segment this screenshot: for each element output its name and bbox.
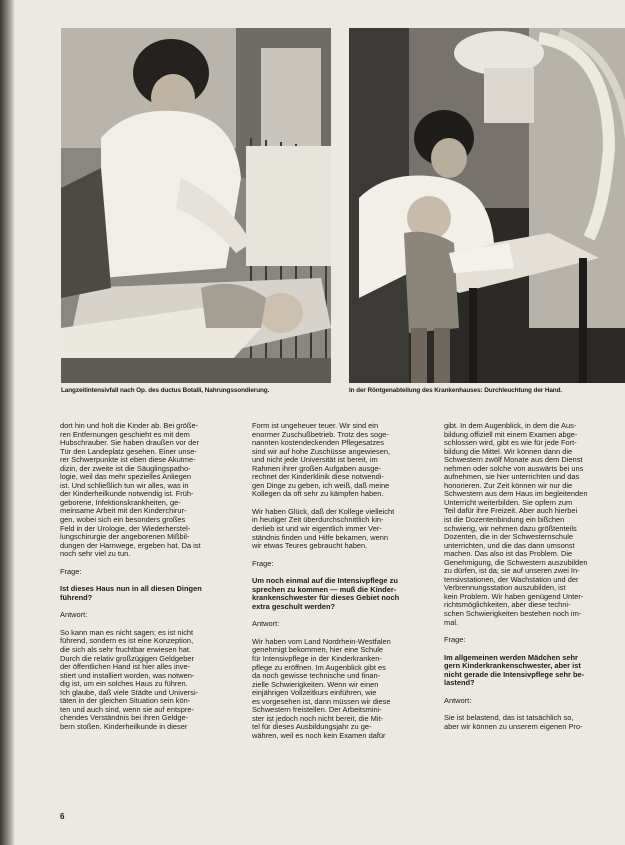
text-line: in heutiger Zeit überdurchschnittlich kin- [252,515,384,525]
text-line: da noch gewisse technische und finan- [252,671,381,681]
text-line: honorieren. Zur Zeit können wir nur die [444,480,573,490]
text-line: dungen der Harnwege, ergeben hat. Da ist [60,540,201,550]
text-line: führend? [60,592,93,602]
question-label: Frage: [252,558,274,568]
answer-label: Antwort: [444,695,472,705]
text-line: es vorgesehen ist, dann müssen wir diese [252,696,391,706]
text-line: Hubschrauber. Sie haben draußen vor der [60,438,199,448]
body-paragraph [60,422,244,559]
text-line: extra geschult werden? [252,601,336,611]
text-line: Feld in der Urologie, der Wiederherstel- [60,523,191,533]
page-number: 6 [60,812,65,821]
binding-shadow [0,0,14,845]
text-column-1 [60,422,244,732]
magazine-page [14,0,625,845]
text-line: pflege zu eröffnen. Im Augenblick gibt es [252,662,386,672]
text-line: täten in der gleichen Situation sein kön- [60,696,191,706]
text-line: mal. [444,617,459,627]
text-line: wir etwas Teures gebraucht haben. [252,541,368,551]
text-line: Im allgemeinen werden Mädchen sehr [444,652,578,662]
text-line: tel für dieses Ausbildungsjahr zu ge- [252,722,372,732]
body-paragraph [444,422,625,627]
body-paragraph [252,422,438,499]
text-line: Verbrennungsstation auszubilden, ist [444,583,566,593]
text-line: gen, wobei sich ein besonders großes [60,515,186,525]
answer-label: Antwort: [60,610,88,620]
text-line: kein Problem. Wir haben genügend Unter- [444,591,584,601]
question-label: Frage: [60,566,82,576]
text-line: dort hin und holt die Kinder ab. Bei größe- [60,421,199,430]
text-line: bern stoßen. Kinderheilkunde in dieser [60,721,188,731]
text-line: gen Dinge zu geben, ich weiß, daß meine [252,480,390,490]
text-line: ist die Dozentenbindung ein bißchen [444,515,565,525]
text-line: noch sehr viel zu tun. [60,549,131,559]
text-line: Um noch einmal auf die Intensivpflege zu [252,576,398,586]
text-line: gibt. In dem Augenblick, in dem die Aus- [444,421,577,430]
text-line: geborene, Infektionskrankheiten, ge- [60,497,181,507]
question-label: Frage: [444,635,466,645]
text-line: ren Entfernungen geschieht es mit dem [60,429,190,439]
text-line: ten und auch sind, wenn sie auf entspre- [60,704,194,714]
text-line: führend, sondern es ist eine Konzeption, [60,636,194,646]
body-paragraph [252,508,438,551]
text-line: und nicht jede Universität ist bereit, im [252,455,378,465]
text-line: richtsmöglichkeiten, aber diese techni- [444,600,571,610]
text-line: dizin, der zweite ist die Säuglingspatho- [60,463,191,473]
text-line: logie, weil das mehr spezielles Anliegen [60,472,192,482]
text-line: Rahmen ihrer großen Aufgaben ausge- [252,463,381,473]
text-line: aber wir können zu unserem eigenen Pro- [444,721,583,731]
text-line: sprechen zu kommen — muß die Kinder- [252,584,397,594]
answer-label: Antwort: [252,619,280,629]
text-line: aufnehmen, sie hier unterrichten und das [444,472,580,482]
text-line: die sich als sehr fruchtbar erwiesen hat. [60,645,192,655]
text-line: Schwestern aus dem Haus im begleitenden [444,489,588,499]
text-line: tensivstationen, der Wachstation und der [444,574,579,584]
text-line: chendes Verständnis bei ihren Geldge- [60,713,189,723]
photo-xray-room [349,28,625,383]
text-line: zu dürfen, ist da; sie auf unseren zwei In- [444,566,580,576]
text-line: genehmigt bekommen, hier eine Schule [252,645,384,655]
text-line: für Intensivpflege in der Kinderkranken- [252,654,382,664]
text-line: nicht gerade die Intensivpflege sehr be- [444,669,585,679]
text-line: stiert und installiert worden, was notwen- [60,670,195,680]
text-line: lungschirurgie der angeborenen Mißbil- [60,532,190,542]
text-line: machen. Das also ist das Problem. Die [444,549,573,559]
text-line: Dozenten, die in der Schwesternschule [444,532,573,542]
text-line: Kollegen da oft sehr zu kämpfen haben. [252,489,384,499]
interview-question [60,585,244,602]
text-line: zielle Schwierigkeiten. Wenn wir einen [252,679,379,689]
text-line: einjährigen Vollzeitkurs einführen, wie [252,688,377,698]
text-line: währen, weil es noch kein Examen dafür [252,730,386,740]
text-line: Durch die relativ großzügigen Geldgeber [60,653,194,663]
text-line: Ist dieses Haus nun in all diesen Dingen [60,584,202,594]
text-line: Schwestern zwölf Monate aus dem Dienst [444,455,583,465]
text-line: gern Kinderkrankenschwester, aber ist [444,661,581,671]
text-line: dig ist, um ein solches Haus zu führen. [60,679,188,689]
text-line: Form ist ungeheuer teuer. Wir sind ein [252,421,379,430]
text-column-2 [252,422,438,741]
text-line: krankenschwester für dieses Gebiet noch [252,593,400,603]
text-line: Sie ist belastend, das ist tatsächlich so, [444,713,574,723]
text-line: Teil dafür ihre Freizeit. Aber auch hierbei [444,506,578,516]
text-line: So kann man es nicht sagen; es ist nicht [60,627,194,637]
text-line: schlossen wird, gibt es wie für jede Fort- [444,438,577,448]
text-line: bildung die Mittel. Wir können dann die [444,446,573,456]
interview-question [444,654,625,688]
text-line: Unterricht weiterbilden. Sie opfern zum [444,497,573,507]
text-column-3 [444,422,625,732]
photo-caption-right: In der Röntgenabteilung des Krankenhauses: Durchleuchtung der Hand. [349,387,563,394]
interview-question [252,577,438,611]
photo-nurse-crib [61,28,331,383]
text-line: lastend? [444,678,475,688]
text-line: schen Schwierigkeiten bestehen noch im- [444,609,582,619]
text-line: der öffentlichen Hand ist hier alles inve- [60,662,191,672]
text-line: rer Schwerpunkte ist eben diese Akutme- [60,455,196,465]
text-line: sind wir auf hohe Zuschüsse angewiesen, [252,446,391,456]
text-line: rechnet der Kinderklinik diese notwendi- [252,472,384,482]
text-line: meinsame Arbeit mit den Kinderchirur- [60,506,187,516]
text-line: Tür den Landeplatz gesehen. Einer unse- [60,446,197,456]
text-line: der Kinderheilkunde notwendig ist. Früh- [60,489,194,499]
text-line: Genehmigung, die Schwestern auszubilden [444,557,588,567]
body-paragraph [60,629,244,732]
text-line: enormer Zuschußbetrieb. Trotz des soge- [252,429,389,439]
text-line: bildung offiziell mit einem Examen abge- [444,429,578,439]
text-line: Ich glaube, daß viele Städte und Universi- [60,687,199,697]
text-line: Wir haben vom Land Nordrhein-Westfalen [252,636,391,646]
text-line: nannten kostendeckenden Pflegesatzes [252,438,384,448]
body-paragraph [444,714,625,731]
text-line: derlieb ist und wir eigentlich immer Ver- [252,524,382,534]
text-line: unterrichten, und die das dann umsonst [444,540,575,550]
text-line: ster ist jedoch noch nicht bereit, die Mit- [252,713,384,723]
text-line: Wir haben Glück, daß der Kollege vielleicht [252,506,395,516]
text-line: ist. Und schließlich tun wir alles, was in [60,480,189,490]
text-line: nehmen oder solche von auswärts bei uns [444,463,584,473]
text-line: schwierig, wir nehmen dazu größtenteils [444,523,577,533]
text-line: ständnis finden und Hilfe bekamen, wenn [252,532,389,542]
text-line: Schwestern freistellen. Der Arbeitsmini- [252,705,382,715]
photo-caption-left: Langzeitintensivfall nach Op. des ductus Botalli, Nahrungssondierung. [61,387,270,394]
body-paragraph [252,638,438,741]
